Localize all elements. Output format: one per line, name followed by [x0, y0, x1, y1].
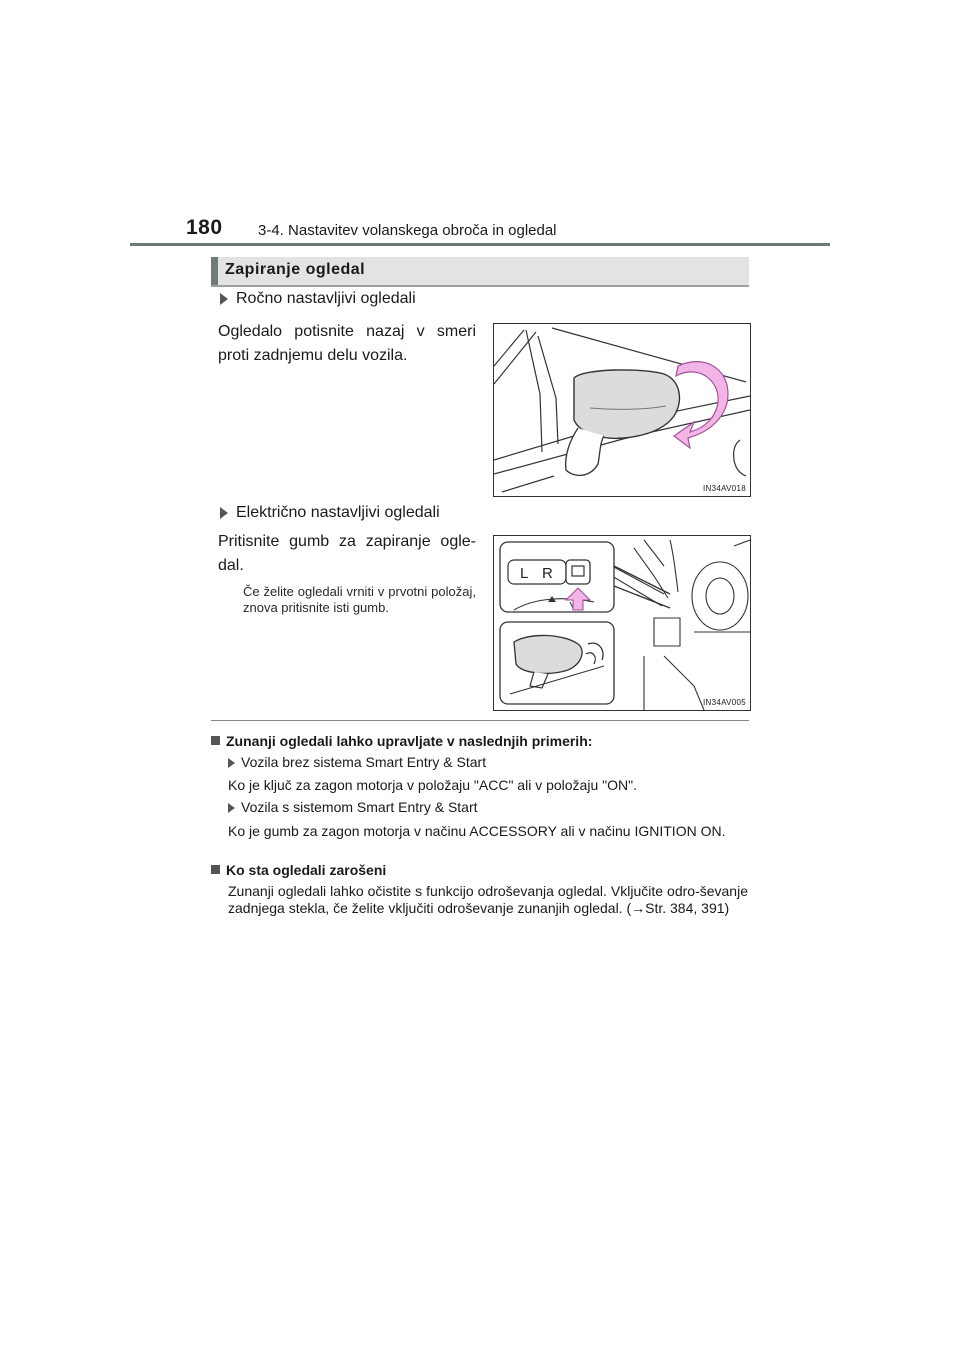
title-accent	[211, 257, 218, 285]
square-bullet-icon	[211, 865, 220, 874]
page-number: 180	[186, 216, 223, 239]
arrow-right-icon	[228, 803, 235, 813]
manual-subheading: Ročno nastavljivi ogledali	[236, 290, 416, 307]
section-divider	[211, 720, 749, 721]
info-item-1	[228, 754, 486, 770]
manual-mirror-illustration	[494, 324, 750, 496]
switch-label-r: R	[542, 565, 553, 582]
info-item-1-text: Vozila brez sistema Smart Entry & Start	[241, 754, 487, 770]
header-rule	[130, 243, 830, 246]
arrow-right-icon	[220, 293, 228, 305]
info-heading-2	[211, 862, 386, 878]
info-heading-2-text: Ko sta ogledali zarošeni	[226, 862, 387, 878]
info-item-2	[228, 799, 478, 815]
figure-code: IN34AV018	[702, 484, 746, 493]
section-header: 3-4. Nastavitev volanskega obroča in ogledal	[258, 222, 557, 239]
info-text-2: Ko je gumb za zagon motorja v načinu ACCESSORY ali v načinu IGNITION ON.	[228, 823, 726, 839]
manual-subheading-row	[220, 290, 416, 308]
electric-mirror-illustration	[494, 536, 750, 710]
arrow-right-icon	[228, 758, 235, 768]
info-heading-1	[211, 733, 592, 749]
switch-label-l: L	[520, 565, 529, 582]
electric-mirror-figure	[493, 535, 751, 711]
square-bullet-icon	[211, 736, 220, 745]
arrow-right-icon	[220, 507, 228, 519]
info-text-1: Ko je ključ za zagon motorja v položaju "ACC" ali v položaju "ON".	[228, 777, 637, 793]
electric-instructions: Pritisnite gumb za zapiranje ogle-dal.	[218, 533, 476, 574]
section-title-bar	[211, 257, 749, 287]
electric-subheading-row	[220, 504, 440, 522]
info-item-2-text: Vozila s sistemom Smart Entry & Start	[241, 799, 478, 815]
electric-subheading: Električno nastavljivi ogledali	[236, 504, 440, 521]
manual-instructions: Ogledalo potisnite nazaj v smeri proti zadnjemu delu vozila.	[218, 323, 476, 364]
electric-note: Če želite ogledali vrniti v prvotni položaj, znova pritisnite isti gumb.	[243, 584, 476, 615]
info-text-3: Zunanji ogledali lahko očistite s funkcijo odroševanja ogledal. Vključite odro-ševanje zadnjega stekla, če želite vključiti odroševanje zunanjih ogledal. (→Str. 384, 391)	[228, 883, 748, 916]
section-title: Zapiranje ogledal	[225, 261, 366, 278]
info-heading-1-text: Zunanji ogledali lahko upravljate v naslednjih primerih:	[226, 733, 593, 749]
manual-mirror-figure	[493, 323, 751, 497]
figure-code: IN34AV005	[702, 698, 746, 707]
